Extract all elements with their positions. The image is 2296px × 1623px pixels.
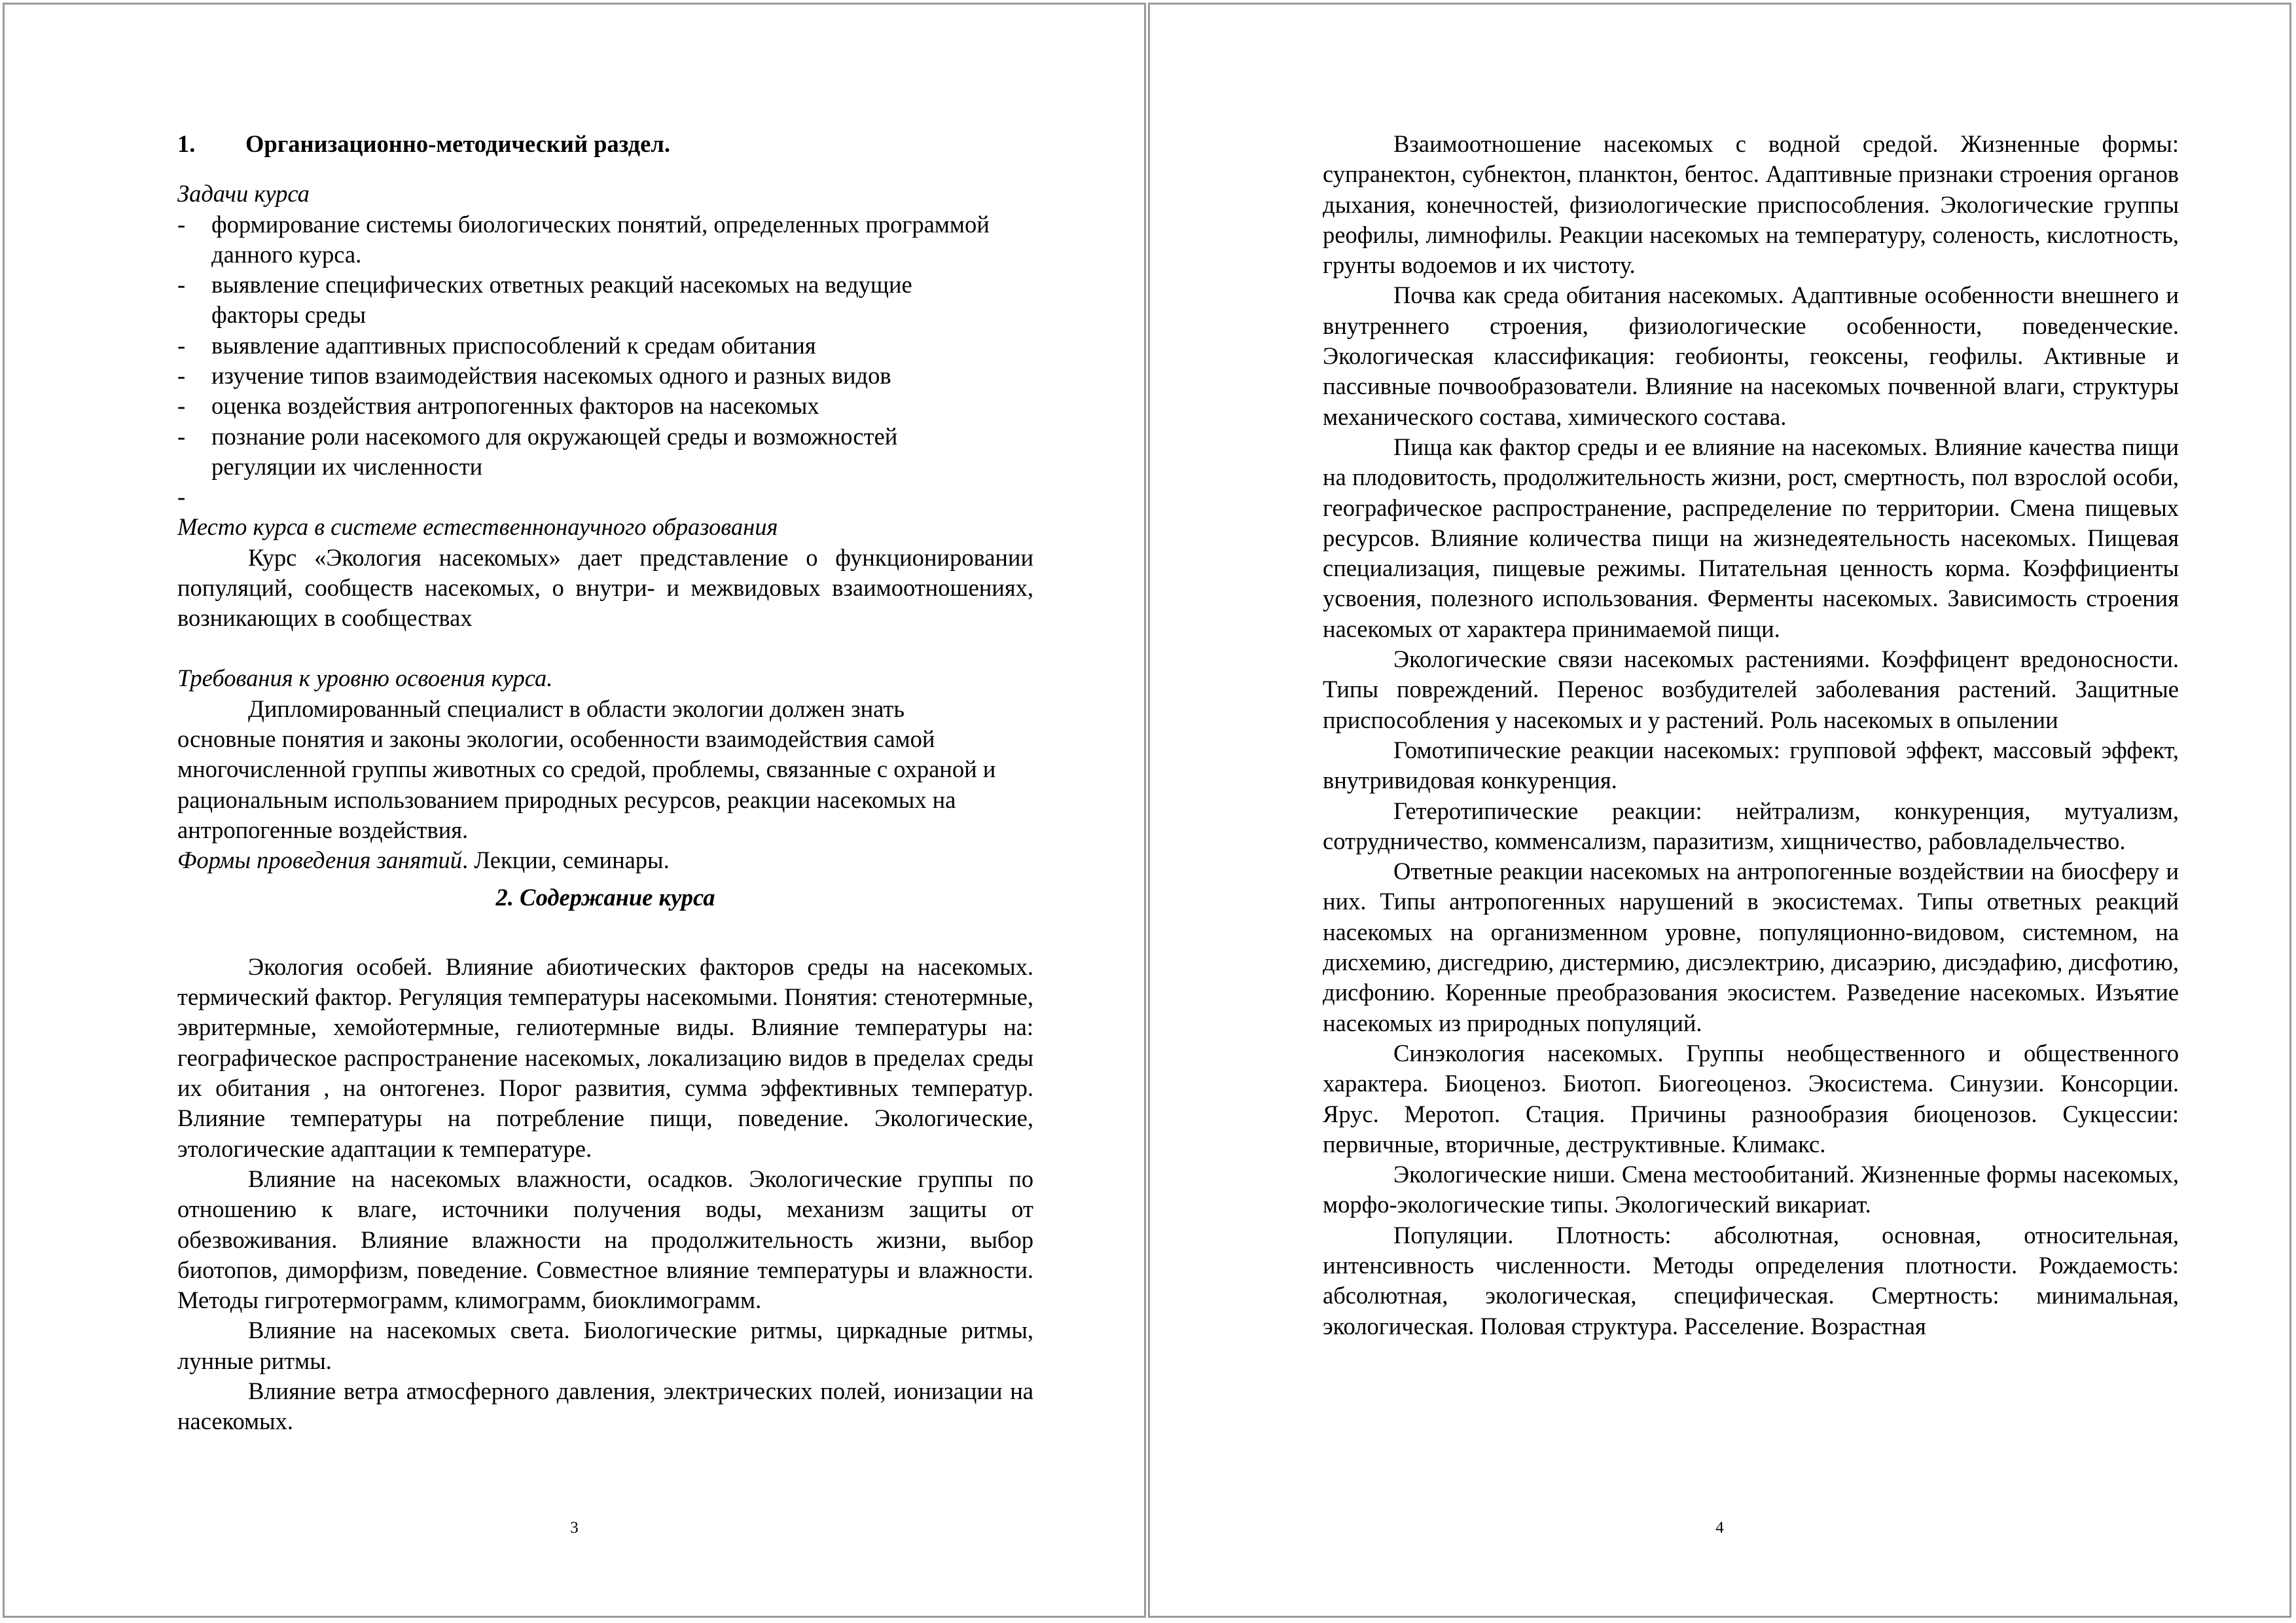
body-paragraph: Экологические связи насекомых растениями. Коэффицент вредоносности. Типы повреждений. Перенос возбудителей заболевания растений. Защитные приспособления у насекомых и у растений. Роль насекомых в опылении bbox=[1323, 646, 2179, 733]
list-item: - выявление адаптивных приспособлений к средам обитания bbox=[177, 331, 816, 359]
body-paragraph: Влияние ветра атмосферного давления, электрических полей, ионизации на насекомых. bbox=[177, 1377, 1033, 1435]
forms-line bbox=[177, 845, 1033, 875]
body-paragraph: Гомотипические реакции насекомых: групповой эффект, массовый эффект, внутривидовая конкуренция. bbox=[1323, 736, 2179, 794]
body-paragraph: Популяции. Плотность: абсолютная, основная, относительная, интенсивность численности. Методы определения плотности. Рождаемость: абсолютная, экологическая, специфическая. Смертность: минимальная, экологическая. Половая структура. Расселение. Возрастная bbox=[1323, 1221, 2179, 1340]
place-heading: Место курса в системе естественнонаучного образования bbox=[177, 513, 778, 541]
section-title: Организационно-методический раздел. bbox=[245, 130, 670, 157]
requirements-heading: Требования к уровню освоения курса. bbox=[177, 665, 553, 692]
list-item: - оценка воздействия антропогенных факторов на насекомых bbox=[177, 392, 819, 420]
forms-text: . Лекции, семинары. bbox=[462, 847, 670, 874]
body-paragraph: Синэкология насекомых. Группы необщественного и общественного характера. Биоценоз. Биотоп. Биогеоценоз. Экосистема. Синузии. Консорции. Ярус. Меротоп. Стация. Причины разнообразия биоценозов. Сукцессии: первичные, вторичные, деструктивные. Климакс. bbox=[1323, 1039, 2179, 1158]
content-title: 2. Содержание курса bbox=[495, 883, 715, 911]
tasks-list bbox=[177, 210, 1002, 483]
body-paragraph: Экология особей. Влияние абиотических факторов среды на насекомых. термический фактор. Регуляция температуры насекомыми. Понятия: стенотермные, эвритермные, хемойотермные, гелиотермные виды. Влияние температуры на: географическое распространение насекомых, локализацию видов в пределах среды их обитания , на онтогенез. Порог развития, сумма эффективных температур. Влияние температуры на потребление пищи, поведение. Экологические, этологические адаптации к температуре. bbox=[177, 953, 1033, 1162]
list-item: - изучение типов взаимодействия насекомых одного и разных видов bbox=[177, 362, 891, 390]
list-item: - выявление специфических ответных реакций насекомых на ведущие факторы среды bbox=[177, 271, 912, 329]
section-number: 1. bbox=[177, 130, 196, 157]
body-paragraph: Влияние на насекомых света. Биологические ритмы, циркадные ритмы, лунные ритмы. bbox=[177, 1317, 1033, 1374]
requirements-paragraph: Дипломированный специалист в области экологии должен знать основные понятия и законы экологии, особенности взаимодействия самой многочисленной группы животных со средой, проблемы, связанные с охраной и рациональным использованием природных ресурсов, реакции насекомых на антропогенные воздействия. bbox=[177, 695, 996, 843]
spacer bbox=[177, 633, 1033, 663]
section-heading bbox=[177, 129, 1033, 159]
body-paragraph: Ответные реакции насекомых на антропогенные воздействии на биосферу и них. Типы антропогенных нарушений в экосистемах. Типы ответных реакций насекомых на организменном уровне, популяционно-видовом, системном, на дисхемию, дисгедрию, дистермию, дисэлектрию, дисаэрию, дисэдафию, дисфотию, дисфонию. Коренные преобразования экосистем. Разведение насекомых. Изъятие насекомых из природных популяций. bbox=[1323, 858, 2179, 1036]
body-paragraph: Экологические ниши. Смена местообитаний. Жизненные формы насекомых, морфо-экологические типы. Экологический викариат. bbox=[1323, 1161, 2179, 1218]
body-paragraph: Влияние на насекомых влажности, осадков. Экологические группы по отношению к влаге, источники получения воды, механизм защиты от обезвоживания. Влияние влажности на продолжительность жизни, выбор биотопов, диморфизм, поведение. Совместное влияние температуры и влажности. Методы гигротермограмм, климограмм, биоклимограмм. bbox=[177, 1165, 1033, 1314]
body-paragraph: Гетеротипические реакции: нейтрализм, конкуренция, мутуализм, сотрудничество, комменсализм, паразитизм, хищничество, рабовладельчество. bbox=[1323, 797, 2179, 854]
page-number: 4 bbox=[1715, 1519, 1724, 1537]
left-page-column bbox=[177, 129, 1033, 1437]
place-paragraph: Курс «Экология насекомых» дает представление о функционировании популяций, сообществ насекомых, о внутри- и межвидовых взаимоотношениях, возникающих в сообществах bbox=[177, 543, 1033, 632]
page-4 bbox=[1148, 3, 2291, 1618]
list-item: - формирование системы биологических понятий, определенных программой данного курса. bbox=[177, 210, 990, 268]
list-item: - познание роли насекомого для окружающей среды и возможностей регуляции их численности bbox=[177, 422, 898, 480]
body-paragraph: Пища как фактор среды и ее влияние на насекомых. Влияние качества пищи на плодовитость, продолжительность жизни, рост, смертность, пол взрослой особи, географическое распространение, распределение по территории. Смена пищевых ресурсов. Влияние количества пищи на жизнедеятельность насекомых. Пищевая специализация, пищевые режимы. Питательная ценность корма. Коэффициенты усвоения, полезного использования. Ферменты насекомых. Зависимость строения насекомых от характера принимаемой пищи. bbox=[1323, 433, 2179, 642]
forms-label: Формы проведения занятий bbox=[177, 847, 463, 874]
right-page-column bbox=[1323, 129, 2179, 1341]
tasks-heading: Задачи курса bbox=[177, 180, 310, 208]
empty-list-dash: - bbox=[177, 483, 186, 511]
page-number: 3 bbox=[570, 1519, 579, 1537]
page-3 bbox=[3, 3, 1146, 1618]
body-paragraph: Почва как среда обитания насекомых. Адаптивные особенности внешнего и внутреннего строения, физиологические особенности, поведенческие. Экологическая классификация: геобионты, геоксены, геофилы. Активные и пассивные почвообразователи. Влияние на насекомых почвенной влаги, структуры механического состава, химического состава. bbox=[1323, 282, 2179, 430]
body-paragraph: Взаимоотношение насекомых с водной средой. Жизненные формы: супранектон, субнектон, планктон, бентос. Адаптивные признаки строения органов дыхания, конечностей, физиологические приспособления. Экологические группы реофилы, лимнофилы. Реакции насекомых на температуру, соленость, кислотность, грунты водоемов и их чистоту. bbox=[1323, 130, 2179, 279]
